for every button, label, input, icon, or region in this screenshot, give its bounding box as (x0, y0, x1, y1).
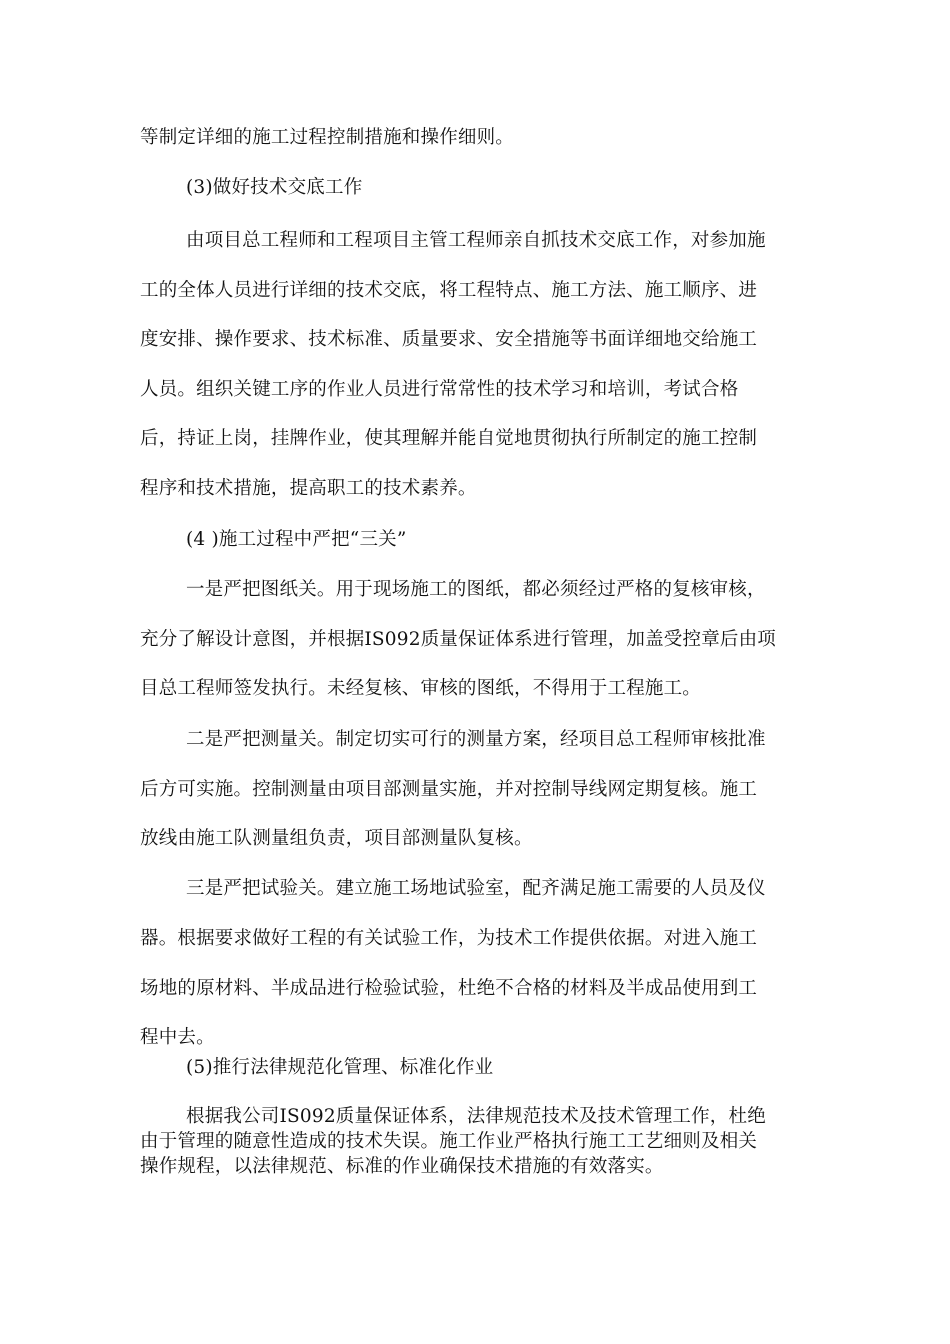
text-line: 放线由施工队测量组负责，项目部测量队复核。 (140, 828, 533, 849)
text-line: 目总工程师签发执行。未经复核、审核的图纸，不得用于工程施工。 (140, 678, 702, 699)
text-line: 后方可实施。控制测量由项目部测量实施，并对控制导线网定期复核。施工 (140, 779, 758, 800)
text-line: 器。根据要求做好工程的有关试验工作，为技术工作提供依据。对进入施工 (140, 928, 758, 949)
text-line: 程序和技术措施，提高职工的技术素养。 (140, 478, 477, 499)
text-line: 工的全体人员进行详细的技术交底，将工程特点、施工方法、施工顺序、进 (140, 280, 758, 301)
text-line: 人员。组织关键工序的作业人员进行常常性的技术学习和培训，考试合格 (140, 379, 739, 400)
section-heading: (4 )施工过程中严把“三关” (186, 529, 407, 550)
text-line: 根据我公司IS092质量保证体系，法律规范技术及技术管理工作，杜绝 (186, 1106, 766, 1127)
text-line: 程中去。 (140, 1027, 215, 1048)
section-heading: (3)做好技术交底工作 (186, 177, 363, 198)
text-line: 由于管理的随意性造成的技术失误。施工作业严格执行施工工艺细则及相关 (140, 1131, 758, 1152)
text-line: 由项目总工程师和工程项目主管工程师亲自抓技术交底工作，对参加施 (186, 230, 766, 251)
text-line: 充分了解设计意图，并根据IS092质量保证体系进行管理，加盖受控章后由项 (140, 629, 776, 650)
text-line: 后，持证上岗，挂牌作业，使其理解并能自觉地贯彻执行所制定的施工控制 (140, 428, 758, 449)
text-line: 三是严把试验关。建立施工场地试验室，配齐满足施工需要的人员及仪 (186, 878, 766, 899)
text-line: 操作规程，以法律规范、标准的作业确保技术措施的有效落实。 (140, 1156, 664, 1177)
text-line: 场地的原材料、半成品进行检验试验，杜绝不合格的材料及半成品使用到工 (140, 978, 758, 999)
text-line: 度安排、操作要求、技术标准、质量要求、安全措施等书面详细地交给施工 (140, 329, 758, 350)
section-heading: (5)推行法律规范化管理、标准化作业 (186, 1057, 494, 1078)
text-line: 等制定详细的施工过程控制措施和操作细则。 (140, 127, 515, 148)
text-line: 一是严把图纸关。用于现场施工的图纸，都必须经过严格的复核审核， (186, 579, 766, 600)
text-line: 二是严把测量关。制定切实可行的测量方案，经项目总工程师审核批准 (186, 729, 766, 750)
